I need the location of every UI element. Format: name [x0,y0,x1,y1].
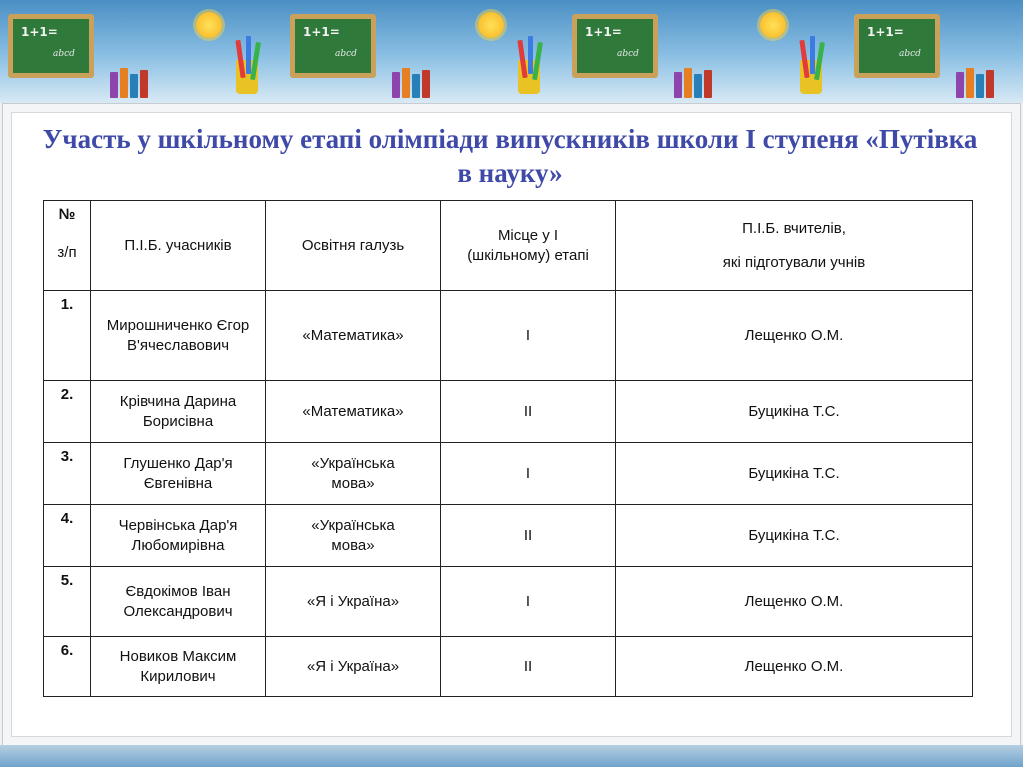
participant-name: Червінська Дар'я Любомирівна [91,505,266,567]
chalkboard-icon [854,14,940,78]
books-icon [956,68,1016,98]
table-row [44,505,973,567]
books-icon [110,68,170,98]
header-number-symbol: № [58,206,76,223]
chalkboard-text: abcd [335,49,357,59]
decorative-banner-top [0,0,1023,103]
pencil-icon [246,36,251,74]
pencil-icon [528,36,533,74]
row-number: 2. [44,381,91,443]
chalkboard-text: abcd [617,49,639,59]
chalkboard-text: 1+1= [867,25,904,39]
decorative-banner-bottom [0,745,1023,767]
subject-field: «Я і Україна» [266,637,441,697]
chalkboard-text: abcd [899,49,921,59]
header-teacher [616,201,973,291]
subject-field: «Математика» [266,381,441,443]
chalkboard-text: abcd [53,49,75,59]
table-row [44,637,973,697]
place-value: І [441,443,616,505]
chalkboard-text: 1+1= [303,25,340,39]
books-icon [392,68,452,98]
teacher-name: Лещенко О.М. [616,637,973,697]
participant-name: Крівчина Дарина Борисівна [91,381,266,443]
row-number: 6. [44,637,91,697]
chalkboard-icon [290,14,376,78]
subject-field: «Українська мова» [266,443,441,505]
chalkboard-icon [8,14,94,78]
page-title: Участь у шкільному етапі олімпіади випускників школи І ступеня «Путівка в науку» [42,124,978,188]
participant-name: Глушенко Дар'я Євгенівна [91,443,266,505]
teacher-name: Лещенко О.М. [616,567,973,637]
participant-name: Євдокімов Іван Олександрович [91,567,266,637]
subject-field: «Я і Україна» [266,567,441,637]
chalkboard-text: 1+1= [585,25,622,39]
participant-name: Новиков Максим Кирилович [91,637,266,697]
books-icon [674,68,734,98]
row-number: 5. [44,567,91,637]
place-value: І [441,567,616,637]
pencil-icon [810,36,815,74]
subject-field: «Українська мова» [266,505,441,567]
table-row [44,567,973,637]
header-place: Місце у І (шкільному) етапі [441,201,616,291]
olympiad-results-table [43,200,973,697]
teacher-name: Буцикіна Т.С. [616,505,973,567]
row-number: 4. [44,505,91,567]
teacher-name: Буцикіна Т.С. [616,381,973,443]
sun-icon [478,12,504,38]
sun-icon [760,12,786,38]
table-row [44,291,973,381]
header-field: Освітня галузь [266,201,441,291]
table-header-row [44,201,973,291]
table-row [44,443,973,505]
row-number: 3. [44,443,91,505]
header-teacher-line: П.І.Б. вчителів, [742,219,846,237]
place-value: ІІ [441,381,616,443]
header-number [44,201,91,291]
header-name: П.І.Б. учасників [91,201,266,291]
place-value: ІІ [441,505,616,567]
header-teacher-line: які підготували учнів [722,253,866,271]
place-value: І [441,291,616,381]
row-number: 1. [44,291,91,381]
place-value: ІІ [441,637,616,697]
subject-field: «Математика» [266,291,441,381]
header-number-label: з/п [57,244,77,261]
participant-name: Мирошниченко Єгор В'ячеславович [91,291,266,381]
sun-icon [196,12,222,38]
teacher-name: Буцикіна Т.С. [616,443,973,505]
chalkboard-icon [572,14,658,78]
teacher-name: Лещенко О.М. [616,291,973,381]
table-row [44,381,973,443]
chalkboard-text: 1+1= [21,25,58,39]
